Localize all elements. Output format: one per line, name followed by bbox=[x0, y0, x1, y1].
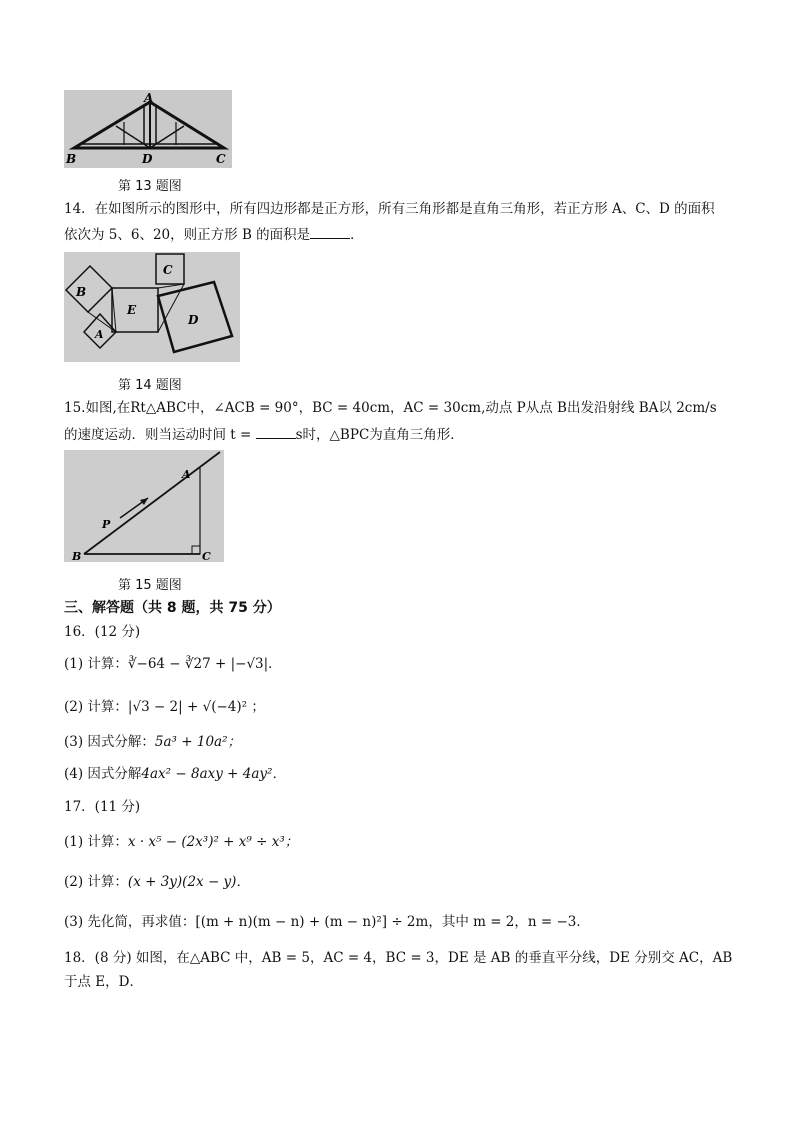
q17-p3-label: (3) 先化简，再求值： bbox=[64, 914, 196, 930]
q17-part1 bbox=[64, 832, 298, 852]
q17-p2-expr: (x + 3y)(2x − y)． bbox=[127, 874, 250, 890]
q17-p1-label: (1) 计算： bbox=[64, 834, 128, 850]
figure-14 bbox=[64, 252, 240, 362]
q17-part3 bbox=[64, 912, 590, 932]
q17-header: 17．(11 分) bbox=[64, 799, 141, 815]
fig13-label-c: C bbox=[216, 152, 226, 166]
q17-part2 bbox=[64, 872, 250, 892]
q16-p3-label: (3) 因式分解： bbox=[64, 734, 155, 750]
q16-header: 16．(12 分) bbox=[64, 624, 141, 640]
fig14-label-c: C bbox=[163, 263, 173, 277]
q16-p2-label: (2) 计算： bbox=[64, 699, 128, 715]
fig14-label-a: A bbox=[95, 328, 104, 341]
fig13-caption: 第 13 题图 bbox=[118, 179, 182, 194]
q14-line2 bbox=[64, 224, 364, 245]
q16-p1-expr: ∛−64 − ∛27 + |−√3|． bbox=[127, 656, 282, 672]
q16-p4-label: (4) 因式分解 bbox=[64, 766, 142, 782]
fig15-caption: 第 15 题图 bbox=[118, 578, 182, 593]
q16-part2 bbox=[64, 697, 265, 717]
section-3-title: 三、解答题（共 8 题，共 75 分） bbox=[64, 600, 281, 616]
q16-p1-label: (1) 计算： bbox=[64, 656, 128, 672]
q14-line2b: ． bbox=[350, 227, 364, 243]
fig13-label-d: D bbox=[142, 152, 153, 166]
fig14-label-b: B bbox=[76, 285, 87, 299]
q15-line2b: s时，△BPC为直角三角形． bbox=[295, 427, 464, 443]
q14-line1: 14．在如图所示的图形中，所有四边形都是正方形，所有三角形都是直角三角形，若正方形 A、C、D 的面积 bbox=[64, 201, 715, 217]
figure-13 bbox=[64, 90, 232, 168]
q15-line2a: 的速度运动．则当运动时间 t = bbox=[64, 427, 252, 443]
q15-line2 bbox=[64, 424, 464, 445]
fig15-label-a: A bbox=[182, 468, 191, 481]
fig15-label-c: C bbox=[202, 550, 211, 562]
fig15-label-p: P bbox=[102, 518, 111, 531]
q17-p3-expr: [(m + n)(m − n) + (m − n)²] ÷ 2m，其中 m = 2，n = −3． bbox=[195, 914, 590, 930]
q17-p1-expr: x · x⁵ − (2x³)² + x⁹ ÷ x³； bbox=[127, 834, 299, 850]
q16-part4 bbox=[64, 764, 286, 784]
q18-line2: 于点 E，D． bbox=[64, 974, 143, 990]
q16-p4-expr: 4ax² − 8axy + 4ay²． bbox=[141, 766, 286, 782]
q16-part3 bbox=[64, 732, 241, 752]
q14-line2a: 依次为 5、6、20，则正方形 B 的面积是 bbox=[64, 227, 311, 243]
q16-p3-expr: 5a³ + 10a²； bbox=[154, 734, 242, 750]
fig15-label-b: B bbox=[72, 550, 82, 562]
figure-15 bbox=[64, 450, 224, 562]
q16-part1 bbox=[64, 654, 282, 674]
fig14-caption: 第 14 题图 bbox=[118, 378, 182, 393]
q15-answer-blank[interactable] bbox=[256, 424, 296, 439]
q16-p2-expr: |√3 − 2| + √(−4)² ； bbox=[127, 699, 265, 715]
fig14-label-d: D bbox=[188, 313, 199, 327]
q14-answer-blank[interactable] bbox=[310, 224, 350, 239]
fig13-label-b: B bbox=[66, 152, 77, 166]
fig13-label-a: A bbox=[144, 91, 154, 105]
q17-p2-label: (2) 计算： bbox=[64, 874, 128, 890]
q18-line1: 18．(8 分) 如图，在△ABC 中，AB = 5，AC = 4，BC = 3，DE 是 AB 的垂直平分线，DE 分别交 AC，AB bbox=[64, 950, 733, 966]
fig14-label-e: E bbox=[127, 303, 137, 317]
q15-line1: 15.如图,在Rt△ABC中，∠ACB = 90°，BC = 40cm，AC = 30cm,动点 P从点 B出发沿射线 BA以 2cm/s bbox=[64, 400, 717, 416]
